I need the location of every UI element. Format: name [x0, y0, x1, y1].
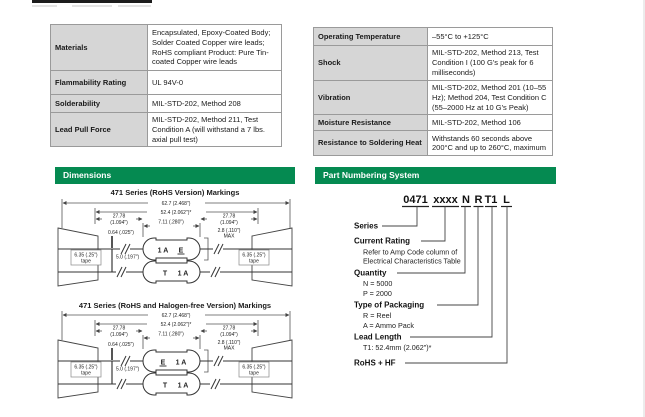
tape-word-label: tape [249, 370, 259, 377]
part-numbering-section-header: Part Numbering System [315, 167, 556, 184]
body-diameter-max: MAX [223, 233, 235, 240]
spec-label: Solderability [51, 95, 148, 113]
drawing2-title: 471 Series (RoHS and Halogen-free Version) Markings [78, 301, 272, 310]
current-rating-note: Electrical Characteristics Table [363, 256, 461, 266]
code-rohs: L [503, 194, 510, 206]
tape-word-label: tape [81, 370, 91, 377]
packaging-label: Type of Packaging [354, 300, 425, 310]
lead-length-dim-inches: (1.094") [110, 220, 128, 226]
wire-diameter-dim: 0.64 (.025") [108, 342, 134, 348]
packaging-option-a: A = Ammo Pack [363, 321, 414, 330]
page-top-remnant-text [118, 5, 151, 7]
spec-value: MIL-STD-202, Method 106 [428, 115, 553, 131]
body-diameter-dim: 2.8 (.110") [217, 340, 241, 346]
pitch-dim: 5.0 (.197") [116, 366, 140, 373]
marking-t: T [162, 382, 168, 390]
fuse-bodies [143, 238, 200, 283]
part-numbering-diagram [315, 188, 615, 398]
spec-label: Materials [51, 25, 148, 71]
tape-width-label: 6.35 (.25") [74, 252, 98, 259]
spec-label: Vibration [314, 81, 428, 115]
quantity-option-p: P = 2000 [363, 289, 392, 298]
lead-length-dim: 27.78 [112, 325, 126, 332]
spec-label: Flammability Rating [51, 71, 148, 95]
callout-labels [354, 222, 461, 368]
page-top-remnant-bar [32, 0, 152, 3]
materials-spec-table [50, 24, 282, 147]
current-rating-label: Current Rating [354, 236, 410, 246]
lead-length-dim: 27.78 [222, 325, 236, 332]
lead-span-dim: 52.4 (2.062")* [160, 321, 192, 328]
page-top-remnant-text [32, 5, 57, 7]
body-length-dim: 7.11 (.280") [158, 331, 184, 338]
series-label: Series [354, 221, 379, 231]
table-row [51, 113, 282, 147]
spec-value: MIL-STD-202, Method 208 [148, 95, 282, 113]
halogen-free-version-drawing [55, 310, 295, 410]
tape-width-label: 6.35 (.25") [242, 364, 266, 371]
overall-dim: 62.7 (2.468") [161, 200, 191, 207]
spec-value: MIL-STD-202, Method 211, Test Condition A (will withstand a 7 lbs. axial pull test) [148, 113, 282, 147]
marking-amp: 1 A [175, 359, 187, 367]
spec-value: MIL-STD-202, Method 213, Test Condition I (100 G's peak for 6 milliseconds) [428, 46, 553, 81]
spec-label: Operating Temperature [314, 28, 428, 46]
body-length-dim: 7.11 (.280") [158, 219, 184, 226]
table-row [51, 25, 282, 71]
lead-length-option-t1: T1: 52.4mm (2.062")* [363, 343, 432, 352]
table-row [51, 71, 282, 95]
wire-diameter-dim: 0.64 (.025") [108, 230, 134, 236]
spec-label: Moisture Resistance [314, 115, 428, 131]
lead-length-dim-inches: (1.094") [220, 220, 238, 226]
table-row [51, 95, 282, 113]
tape-word-label: tape [81, 258, 91, 265]
spec-value: Withstands 60 seconds above 200°C and up to 260°C, maximum [428, 131, 553, 156]
tape-width-label: 6.35 (.25") [74, 364, 98, 371]
code-packaging: R [474, 194, 483, 206]
lead-length-dim-inches: (1.094") [110, 332, 128, 338]
drawing1-title: 471 Series (RoHS Version) Markings [110, 188, 240, 197]
spec-value: –55°C to +125°C [428, 28, 553, 46]
marking-code: E [178, 247, 184, 255]
current-rating-note: Refer to Amp Code column of [363, 247, 458, 257]
lead-length-label: Lead Length [354, 332, 402, 342]
quantity-option-n: N = 5000 [363, 279, 393, 288]
quantity-label: Quantity [354, 268, 387, 278]
body-diameter-dim: 2.8 (.110") [217, 228, 241, 234]
marking-amp: 1 A [177, 382, 189, 390]
code-lead-length: T1 [484, 194, 498, 206]
marking-t: T [162, 270, 168, 278]
spec-value: Encapsulated, Epoxy-Coated Body; Solder Coated Copper wire leads; RoHS compliant Product: Pure Tin-coated Copper wire leads [148, 25, 282, 71]
tape-word-label: tape [249, 258, 259, 265]
part-number-code [403, 194, 510, 206]
environmental-spec-table [313, 27, 553, 156]
code-quantity: N [462, 194, 470, 206]
dimensions-section-header: Dimensions [55, 167, 295, 184]
lead-length-dim: 27.78 [112, 213, 126, 220]
marking-amp: 1 A [157, 247, 169, 255]
marking-amp: 1 A [177, 270, 189, 278]
code-rating: xxxx [433, 194, 458, 206]
spec-label: Lead Pull Force [51, 113, 148, 147]
table-row [314, 131, 553, 156]
lead-length-dim-inches: (1.094") [220, 332, 238, 338]
table-row [314, 46, 553, 81]
spec-value: MIL-STD-202, Method 201 (10–55 Hz); Method 204, Test Condition C (55–2000 Hz at 10 G's Peak) [428, 81, 553, 115]
spec-label: Resistance to Soldering Heat [314, 131, 428, 156]
pitch-dim: 5.0 (.197") [116, 254, 140, 261]
table-row [314, 81, 553, 115]
lead-span-dim: 52.4 (2.062")* [160, 209, 192, 216]
marking-code: E [160, 359, 166, 367]
table-row [314, 115, 553, 131]
overall-dim: 62.7 (2.468") [161, 312, 191, 319]
table-row [314, 28, 553, 46]
spec-label: Shock [314, 46, 428, 81]
spec-value: UL 94V-0 [148, 71, 282, 95]
tape-width-label: 6.35 (.25") [242, 252, 266, 259]
code-series: 0471 [403, 194, 428, 206]
packaging-option-r: R = Reel [363, 311, 392, 320]
page-top-remnant-text [72, 5, 112, 7]
rohs-version-drawing [55, 198, 295, 298]
lead-length-dim: 27.78 [222, 213, 236, 220]
rohs-hf-label: RoHS + HF [354, 358, 396, 368]
body-diameter-max: MAX [223, 345, 235, 352]
fuse-bodies [143, 350, 200, 395]
